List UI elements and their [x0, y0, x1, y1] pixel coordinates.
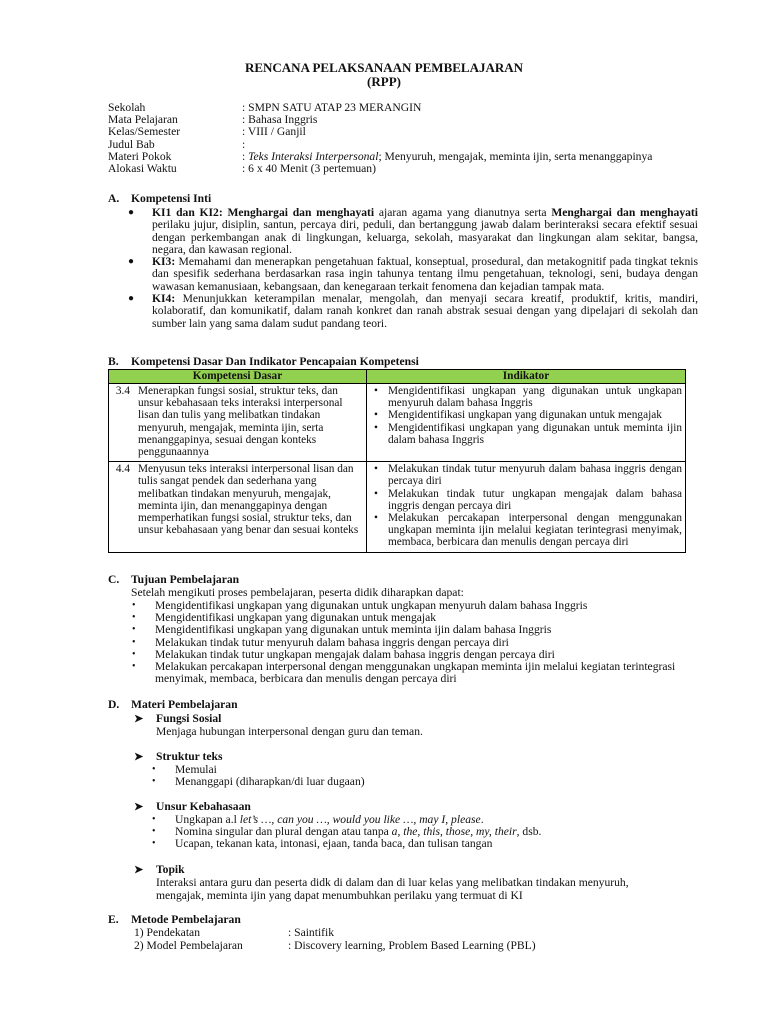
struktur-teks-heading: ➤ Struktur teks	[134, 750, 223, 763]
fungsi-sosial-text: Menjaga hubungan interpersonal dengan guru dan teman.	[156, 725, 423, 738]
table-row	[109, 462, 686, 552]
arrow-right-icon: ➤	[134, 864, 144, 876]
tujuan-intro: Setelah mengikuti proses pembelajaran, peserta didik diharapkan dapat:	[131, 586, 464, 599]
kd-number: 3.4	[109, 384, 131, 462]
doc-subtitle: (RPP)	[367, 74, 401, 89]
col-indikator-header: Indikator	[367, 370, 686, 384]
section-c-heading: C. Tujuan Pembelajaran	[108, 573, 240, 586]
arrow-right-icon: ➤	[134, 713, 144, 725]
list-item: • Melakukan tindak tutur ungkapan mengajak dalam bahasa inggris dengan percaya diri	[370, 488, 682, 512]
list-item: • Mengidentifikasi ungkapan yang digunakan untuk mengajak	[370, 409, 682, 421]
list-item: • Mengidentifikasi ungkapan yang digunakan untuk meminta ijin dalam bahasa Inggris	[131, 624, 691, 636]
metode-model-value: : Discovery learning, Problem Based Learning (PBL)	[288, 939, 536, 952]
list-item: • Melakukan tindak tutur ungkapan mengajak dalam bahasa inggris dengan percaya diri	[131, 649, 691, 661]
fungsi-sosial-heading: ➤ Fungsi Sosial	[134, 712, 222, 725]
metode-pendekatan-label: 1) Pendekatan	[134, 926, 200, 939]
list-item: • Mengidentifikasi ungkapan yang digunakan untuk ungkapan menyuruh dalam bahasa Inggris	[131, 600, 691, 612]
list-item: • Mengidentifikasi ungkapan yang digunakan untuk mengajak	[131, 612, 691, 624]
list-item: • Melakukan percakapan interpersonal dengan menggunakan ungkapan meminta ijin melalui kegiatan terintegrasi menyimak, membaca, berbicara dan menulis dengan percaya diri	[370, 512, 682, 549]
bullet-icon: ●	[128, 207, 135, 218]
col-kd-header: Kompetensi Dasar	[109, 370, 367, 384]
metode-pendekatan-value: : Saintifik	[288, 926, 335, 939]
bullet-icon: ●	[128, 256, 135, 268]
section-e-heading: E. Metode Pembelajaran	[108, 913, 241, 926]
ki4-item: ● KI4: Menunjukkan keterampilan menalar, mengolah, dan menyaji secara kreatif, produktif, kritis, mandiri, kolaboratif, dan komunikatif, dalam ranah konkret dan ranah abstrak sesuai dengan yang dipelajari di sekolah dan sumber lain yang sama dalam sudut pandang teori.	[128, 292, 698, 330]
list-item: • Ucapan, tekanan kata, intonasi, ejaan, tanda baca, dan tulisan tangan	[151, 838, 691, 850]
unsur-kebahasaan-heading: ➤ Unsur Kebahasaan	[134, 800, 251, 813]
table-header-row	[109, 370, 686, 384]
unsur-list	[151, 814, 691, 851]
section-d-heading: D. Materi Pembelajaran	[108, 698, 238, 711]
bullet-icon: ●	[128, 293, 135, 305]
list-item: • Menanggapi (diharapkan/di luar dugaan)	[151, 776, 671, 788]
indicator-cell	[367, 384, 686, 462]
info-row: Sekolah : SMPN SATU ATAP 23 MERANGIN	[108, 101, 422, 114]
topik-text: Interaksi antara guru dan peserta didk di dalam dan di luar kelas yang melibatkan tindakan menyuruh, mengajak, meminta ijin yang dapat menumbuhkan perilaku yang termuat di KI	[156, 876, 629, 902]
list-item: • Ungkapan a.l let’s …, can you …, would you like …, may I, please.	[151, 814, 691, 826]
info-row: Kelas/Semester : VIII / Ganjil	[108, 125, 306, 139]
info-row: Materi Pokok : Teks Interaksi Interpersonal; Menyuruh, mengajak, meminta ijin, serta menanggapinya	[108, 149, 653, 163]
doc-title: RENCANA PELAKSANAAN PEMBELAJARAN	[244, 60, 524, 75]
metode-model-label: 2) Model Pembelajaran	[134, 939, 243, 952]
kd-number: 4.4	[109, 462, 131, 552]
kd-text: Menyusun teks interaksi interpersonal lisan dan tulis sangat pendek dan sederhana yang melibatkan tindakan menyuruh, mengajak, meminta ijin, dan menanggapinya dengan memperhatikan fungsi sosial, struktur teks, dan unsur kebahasaan yang benar dan sesuai konteks	[130, 462, 367, 552]
identity-block	[108, 102, 708, 175]
info-row: Judul Bab :	[108, 137, 246, 151]
info-row: Mata Pelajaran : Bahasa Inggris	[108, 113, 318, 127]
section-a-heading: A. Kompetensi Inti	[108, 192, 212, 205]
tujuan-list	[131, 600, 691, 685]
struktur-list	[151, 764, 671, 788]
indicator-cell	[367, 462, 686, 552]
list-item: • Mengidentifikasi ungkapan yang digunakan untuk ungkapan menyuruh dalam bahasa Inggris	[370, 385, 682, 409]
list-item: • Melakukan tindak tutur menyuruh dalam bahasa inggris dengan percaya diri	[370, 463, 682, 487]
ki12-item: ● KI1 dan KI2: Menghargai dan menghayati ajaran agama yang dianutnya serta Menghargai dan menghayati perilaku jujur, disiplin, santun, percaya diri, peduli, dan bertanggung jawab dalam berinteraksi secara efektif sesuai dengan perkembangan anak di lingkungan, keluarga, sekolah, masyarakat dan lingkungan alam sekitar, bangsa, negara, dan kawasan regional.	[128, 206, 698, 256]
ki3-item: ● KI3: Memahami dan menerapkan pengetahuan faktual, konseptual, prosedural, dan metakognitif pada tingkat teknis dan spesifik sederhana berdasarkan rasa ingin tahunya tentang ilmu pengetahuan, teknologi, seni, budaya dengan wawasan kemanusiaan, kebangsaan, dan kenegaraan terkait fenomena dan kejadian tampak mata.	[128, 255, 698, 293]
list-item: • Memulai	[151, 764, 671, 776]
kd-text: Menerapkan fungsi sosial, struktur teks, dan unsur kebahasaan teks interaksi interpersonal lisan dan tulis yang melibatkan tindakan menyuruh, mengajak, meminta ijin, serta menanggapinya, sesuai dengan konteks penggunaannya	[130, 384, 367, 462]
list-item: • Melakukan percakapan interpersonal dengan menggunakan ungkapan meminta ijin melalui kegiatan terintegrasi menyimak, membaca, berbicara dan menulis dengan percaya diri	[131, 661, 691, 685]
info-row: Alokasi Waktu : 6 x 40 Menit (3 pertemuan)	[108, 161, 376, 175]
table-row	[109, 384, 686, 462]
kd-indicator-table	[108, 369, 686, 553]
section-b-heading: B. Kompetensi Dasar Dan Indikator Pencapaian Kompetensi	[108, 355, 419, 368]
list-item: • Melakukan tindak tutur menyuruh dalam bahasa inggris dengan percaya diri	[131, 637, 691, 649]
list-item: • Mengidentifikasi ungkapan yang digunakan untuk meminta ijin dalam bahasa Inggris	[370, 422, 682, 446]
kompetensi-inti-list	[128, 206, 698, 330]
arrow-right-icon: ➤	[134, 751, 144, 763]
list-item: • Nomina singular dan plural dengan atau tanpa a, the, this, those, my, their, dsb.	[151, 826, 691, 838]
topik-heading: ➤ Topik	[134, 863, 185, 876]
arrow-right-icon: ➤	[134, 801, 144, 813]
